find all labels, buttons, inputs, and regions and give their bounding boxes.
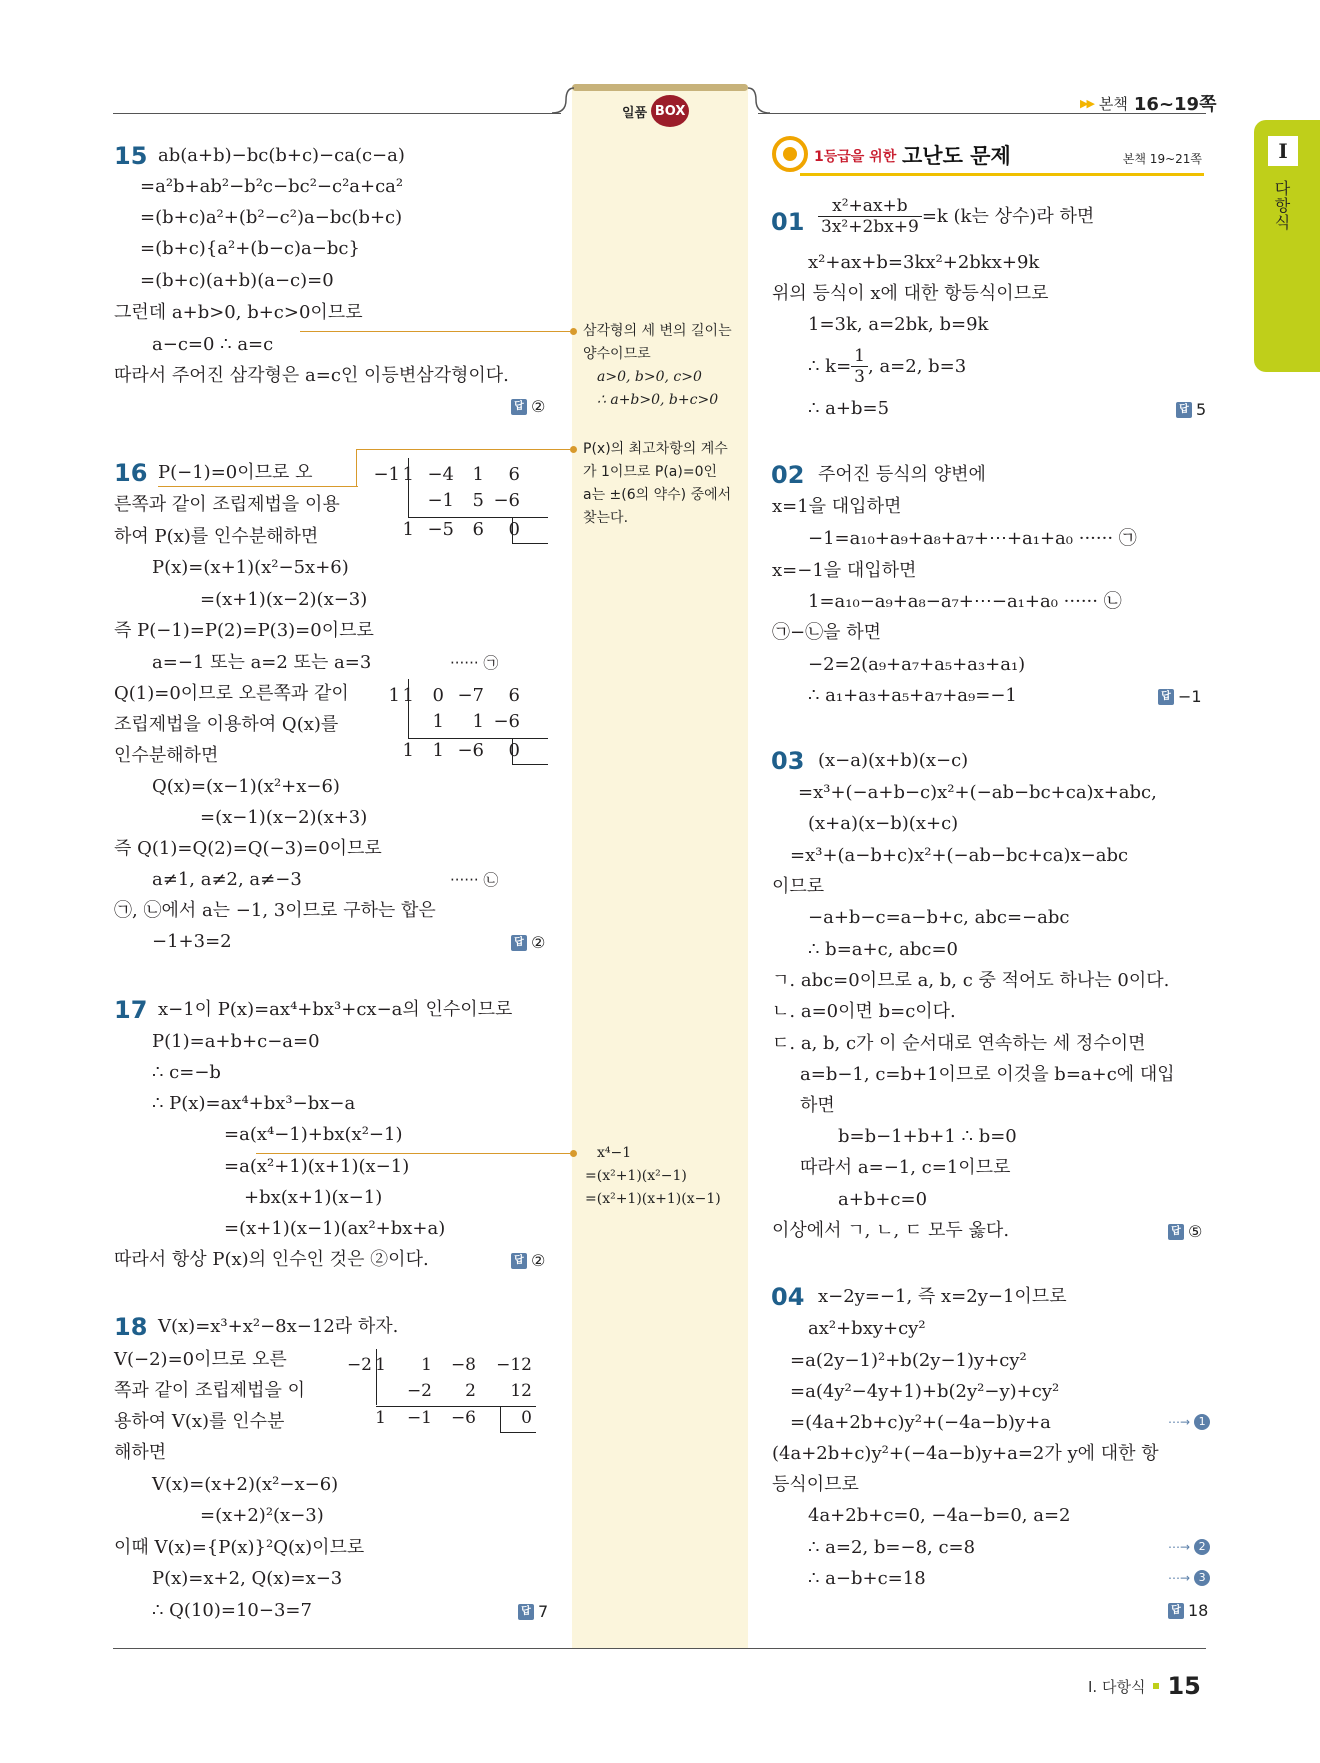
- sdiv-cell: 1: [472, 711, 484, 732]
- answer-icon: 답: [511, 935, 527, 951]
- p17-line: =a(x²+1)(x+1)(x−1): [224, 1156, 410, 1177]
- sdiv-cell: 2: [465, 1381, 476, 1401]
- p01-line: x²+ax+b=3kx²+2bkx+9k: [808, 252, 1040, 273]
- p03-line: ㄷ. a, b, c가 이 순서대로 연속하는 세 정수이면: [772, 1033, 1146, 1054]
- sdiv-rule: [408, 738, 548, 739]
- step-number: 2: [1194, 1539, 1210, 1555]
- box-column-top-bar: [572, 84, 748, 91]
- p03-line: =x³+(−a+b−c)x²+(−ab−bc+ca)x+abc,: [798, 782, 1157, 803]
- p02-line: 1=a₁₀−a₉+a₈−a₇+⋯−a₁+a₀ ······ ㉡: [808, 591, 1122, 612]
- note-line: 양수이므로: [583, 346, 651, 362]
- p03-line: ∴ b=a+c, abc=0: [808, 939, 958, 960]
- sdiv-cell: −8: [450, 1355, 476, 1375]
- p04-line: =a(4y²−4y+1)+b(2y²−y)+cy²: [790, 1381, 1060, 1402]
- sdiv-cell: 1: [402, 519, 414, 540]
- p15-answer: [511, 397, 545, 416]
- p16-line: 하여 P(x)를 인수분해하면: [114, 526, 319, 547]
- sdiv-cell: −6: [493, 490, 520, 511]
- p16-line: 즉 P(−1)=P(2)=P(3)=0이므로: [114, 620, 374, 641]
- p16-line: Q(x)=(x−1)(x²+x−6): [152, 776, 340, 797]
- sdiv-cell: −6: [457, 740, 484, 761]
- p15-line: a−c=0 ∴ a=c: [152, 334, 274, 355]
- sdiv-cell: 5: [472, 490, 484, 511]
- box-label-badge: BOX: [651, 95, 689, 127]
- p15-line: =(b+c)(a+b)(a−c)=0: [140, 270, 334, 291]
- p04-answer: [1168, 1601, 1208, 1620]
- sdiv-cell: 12: [510, 1381, 532, 1401]
- p01-fraction-rest: =k (k는 상수)라 하면: [921, 205, 1095, 227]
- box-column-label: [622, 95, 689, 127]
- note-line: a>0, b>0, c>0: [597, 369, 702, 385]
- top-rule-left-curve: [552, 86, 574, 114]
- p04-line: =(4a+2b+c)y²+(−4a−b)y+a: [790, 1412, 1051, 1433]
- p17-line: ∴ c=−b: [152, 1062, 221, 1083]
- step-number: 3: [1194, 1570, 1210, 1586]
- p03-line: (x+a)(x−b)(x+c): [808, 813, 959, 834]
- p18-line: V(−2)=0이므로 오른: [114, 1349, 287, 1370]
- sdiv-box: [512, 517, 513, 543]
- p01-k-line: [808, 346, 966, 387]
- p16-answer-value: ②: [531, 933, 546, 952]
- step-arrow-icon: ⋯→: [1168, 1571, 1191, 1585]
- sdiv-cell: 6: [472, 519, 484, 540]
- p18-line: 해하면: [114, 1442, 167, 1463]
- sdiv-cell: −6: [493, 711, 520, 732]
- note-line: 삼각형의 세 변의 길이는: [583, 323, 732, 339]
- problem-number-18: 18: [114, 1313, 148, 1341]
- p02-line: ㉠−㉡을 하면: [772, 622, 881, 643]
- sdiv-cell: 6: [508, 685, 520, 706]
- step-arrow-icon: ⋯→: [1168, 1415, 1191, 1429]
- p17-line: +bx(x+1)(x−1): [244, 1187, 383, 1208]
- p01-line: 위의 등식이 x에 대한 항등식이므로: [772, 283, 1049, 304]
- p01-line: ∴ a+b=5: [808, 398, 890, 419]
- p04-line: =a(2y−1)²+b(2y−1)y+cy²: [790, 1350, 1027, 1371]
- p16-mark-2: ······ ㉡: [450, 871, 499, 889]
- step-marker-1: [1168, 1414, 1210, 1430]
- sdiv-cell: −7: [457, 685, 484, 706]
- p01-k-rest: , a=2, b=3: [868, 355, 967, 377]
- p17-line: P(1)=a+b+c−a=0: [152, 1031, 320, 1052]
- note-line: 찾는다.: [583, 510, 629, 526]
- medal-icon: [772, 136, 808, 172]
- answer-icon: 답: [1176, 402, 1192, 418]
- p04-line: x−2y=−1, 즉 x=2y−1이므로: [818, 1286, 1067, 1307]
- p03-line: a=b−1, c=b+1이므로 이것을 b=a+c에 대입: [800, 1064, 1175, 1085]
- top-rule-left: [113, 113, 561, 114]
- p16-answer: [511, 933, 545, 952]
- sdiv-root: −1: [373, 464, 400, 485]
- sdiv-cell: 0: [521, 1408, 532, 1428]
- p17-answer: [511, 1251, 545, 1270]
- box-note-factor: [585, 1142, 721, 1211]
- sdiv-box: [500, 1406, 501, 1432]
- answer-icon: 답: [511, 399, 527, 415]
- note-bullet-icon: [570, 328, 577, 335]
- step-marker-3: [1168, 1570, 1210, 1586]
- p17-line: ∴ P(x)=ax⁴+bx³−bx−a: [152, 1093, 356, 1114]
- hard-problems-underline: [800, 173, 1204, 176]
- p02-line: 주어진 등식의 양변에: [818, 464, 986, 485]
- answer-icon: 답: [1168, 1224, 1184, 1240]
- sdiv-cell: 1: [432, 740, 444, 761]
- p01-k-denominator: 3: [854, 367, 865, 387]
- note-line: 가 1이므로 P(a)=0인: [583, 464, 718, 480]
- sdiv-root: 1: [388, 685, 400, 706]
- leader-line: [356, 449, 570, 450]
- problem-number-02: 02: [771, 461, 805, 489]
- p16-line: 인수분해하면: [114, 745, 219, 766]
- hard-problems-title: 고난도 문제: [902, 144, 1011, 168]
- sdiv-rule: [376, 1406, 536, 1407]
- step-arrow-icon: ⋯→: [1168, 1540, 1191, 1554]
- p03-line: =x³+(a−b+c)x²+(−ab−bc+ca)x−abc: [790, 845, 1129, 866]
- p16-line: 른쪽과 같이 조립제법을 이용: [114, 494, 340, 515]
- p16-line: =(x+1)(x−2)(x−3): [200, 589, 368, 610]
- page-reference-prefix: 본책: [1098, 94, 1128, 113]
- p18-line: 용하여 V(x)를 인수분: [114, 1411, 285, 1432]
- p02-answer: [1158, 687, 1202, 706]
- p17-line: =(x+1)(x−1)(ax²+bx+a): [224, 1218, 446, 1239]
- p16-line: Q(1)=0이므로 오른쪽과 같이: [114, 683, 349, 704]
- p02-line: −2=2(a₉+a₇+a₅+a₃+a₁): [808, 654, 1026, 675]
- p03-line: ㄴ. a=0이면 b=c이다.: [772, 1001, 956, 1022]
- problem-number-15: 15: [114, 142, 148, 170]
- p15-line: =(b+c)a²+(b²−c²)a−bc(b+c): [140, 207, 403, 228]
- p16-line: =(x−1)(x−2)(x+3): [200, 807, 368, 828]
- note-line: x⁴−1: [597, 1145, 632, 1161]
- answer-icon: 답: [518, 1604, 534, 1620]
- p18-line: P(x)=x+2, Q(x)=x−3: [152, 1568, 343, 1589]
- answer-icon: 답: [1168, 1603, 1184, 1619]
- synthetic-division-p18: [340, 1355, 550, 1435]
- synthetic-division-p16-2: [368, 685, 548, 765]
- answer-icon: 답: [511, 1253, 527, 1269]
- p04-line: (4a+2b+c)y²+(−4a−b)y+a=2가 y에 대한 항: [772, 1443, 1159, 1464]
- sdiv-cell: −12: [496, 1355, 532, 1375]
- double-arrow-icon: ▶▶: [1080, 96, 1093, 110]
- sdiv-rule: [408, 517, 548, 518]
- p18-answer-value: 7: [538, 1602, 549, 1621]
- p16-line: 조립제법을 이용하여 Q(x)를: [114, 714, 339, 735]
- p02-line: ∴ a₁+a₃+a₅+a₇+a₉=−1: [808, 685, 1017, 706]
- problem-number-03: 03: [771, 747, 805, 775]
- p18-answer: [518, 1602, 548, 1621]
- sdiv-box: [512, 543, 548, 544]
- sdiv-cell: −6: [450, 1408, 476, 1428]
- problem-number-17: 17: [114, 996, 148, 1024]
- p03-line: 이므로: [772, 876, 825, 897]
- note-line: a는 ±(6의 약수) 중에서: [583, 487, 732, 503]
- p03-line: 이상에서 ㄱ, ㄴ, ㄷ 모두 옳다.: [772, 1220, 1010, 1241]
- sdiv-cell: 6: [508, 464, 520, 485]
- p15-line: =(b+c){a²+(b−c)a−bc}: [140, 238, 360, 259]
- step-number: 1: [1194, 1414, 1210, 1430]
- p04-line: ∴ a−b+c=18: [808, 1568, 926, 1589]
- box-label-text: 일품: [622, 105, 648, 121]
- p04-line: 4a+2b+c=0, −4a−b=0, a=2: [808, 1505, 1071, 1526]
- p18-line: V(x)=x³+x²−8x−12라 하자.: [158, 1316, 399, 1337]
- sdiv-cell: −2: [406, 1381, 432, 1401]
- sdiv-cell: 1: [472, 464, 484, 485]
- p18-line: =(x+2)²(x−3): [200, 1505, 324, 1526]
- note-line: =(x²+1)(x²−1): [585, 1168, 687, 1184]
- p18-line: 이때 V(x)={P(x)}²Q(x)이므로: [114, 1537, 365, 1558]
- p03-line: 따라서 a=−1, c=1이므로: [800, 1157, 1011, 1178]
- p01-k-numerator: 1: [851, 346, 868, 367]
- p17-answer-value: ②: [531, 1251, 546, 1270]
- leader-line: [256, 1153, 570, 1154]
- p18-line: ∴ Q(10)=10−3=7: [152, 1600, 312, 1621]
- sdiv-cell: 1: [402, 464, 414, 485]
- problem-number-04: 04: [771, 1283, 805, 1311]
- answer-icon: 답: [1158, 689, 1174, 705]
- p01-answer: [1176, 400, 1206, 419]
- chapter-tab-label: 다항식: [1272, 180, 1291, 231]
- p16-line: a≠1, a≠2, a≠−3: [152, 869, 302, 890]
- sdiv-cell: 1: [402, 685, 414, 706]
- note-bullet-icon: [570, 446, 577, 453]
- p03-line: −a+b−c=a−b+c, abc=−abc: [808, 907, 1070, 928]
- footer-section: I. 다항식: [1088, 1677, 1146, 1696]
- chapter-roman-numeral: I: [1268, 136, 1298, 166]
- p01-k-prefix: ∴ k=: [808, 355, 852, 377]
- sdiv-cell: 1: [421, 1355, 432, 1375]
- problem-number-16: 16: [114, 459, 148, 487]
- p01-k-fraction: [851, 346, 868, 387]
- footer-separator-icon: [1153, 1683, 1159, 1689]
- p01-fraction-line: [818, 196, 1094, 237]
- sdiv-cell: 0: [508, 740, 520, 761]
- p17-line: 따라서 항상 P(x)의 인수인 것은 ②이다.: [114, 1249, 429, 1270]
- leader-line: [300, 331, 570, 332]
- p01-answer-value: 5: [1196, 400, 1207, 419]
- sdiv-cell: 1: [375, 1355, 386, 1375]
- bottom-rule: [113, 1648, 1206, 1649]
- p17-line: =a(x⁴−1)+bx(x²−1): [224, 1124, 403, 1145]
- p03-line: a+b+c=0: [838, 1189, 928, 1210]
- p04-line: ∴ a=2, b=−8, c=8: [808, 1537, 976, 1558]
- leader-line: [356, 449, 357, 487]
- p04-line: 등식이므로: [772, 1474, 859, 1495]
- top-rule-right-curve: [748, 86, 770, 114]
- sdiv-cell: 1: [432, 711, 444, 732]
- sdiv-box: [500, 1432, 536, 1433]
- p15-line: =a²b+ab²−b²c−bc²−c²a+ca²: [140, 176, 404, 197]
- step-marker-2: [1168, 1539, 1210, 1555]
- sdiv-cell: 1: [375, 1408, 386, 1428]
- p15-line: 따라서 주어진 삼각형은 a=c인 이등변삼각형이다.: [114, 365, 509, 386]
- p01-fraction-denominator: 3x²+2bx+9: [821, 217, 919, 237]
- p03-line: ㄱ. abc=0이므로 a, b, c 중 적어도 하나는 0이다.: [772, 970, 1170, 991]
- note-line: =(x²+1)(x+1)(x−1): [585, 1191, 721, 1207]
- sdiv-box: [512, 738, 513, 764]
- p02-line: x=1을 대입하면: [772, 496, 902, 517]
- p01-fraction: [818, 196, 922, 237]
- p03-line: (x−a)(x+b)(x−c): [818, 750, 969, 771]
- p15-line: 그런데 a+b>0, b+c>0이므로: [114, 302, 363, 323]
- sdiv-cell: −5: [427, 519, 454, 540]
- p16-line: P(−1)=0이므로 오: [158, 462, 313, 483]
- chapter-side-tab[interactable]: [1254, 120, 1320, 372]
- hard-problems-subtitle: 1등급을 위한: [814, 149, 897, 165]
- p03-answer-value: ⑤: [1188, 1222, 1203, 1241]
- hard-problems-page-ref: 본책 19~21쪽: [1122, 152, 1202, 166]
- problem-number-01: 01: [771, 208, 805, 236]
- synthetic-division-p16-1: [368, 464, 548, 544]
- p02-line: x=−1을 대입하면: [772, 560, 917, 581]
- p16-line: 즉 Q(1)=Q(2)=Q(−3)=0이므로: [114, 838, 382, 859]
- p15-answer-value: ②: [531, 397, 546, 416]
- p01-fraction-numerator: x²+ax+b: [818, 196, 922, 217]
- p18-line: V(x)=(x+2)(x²−x−6): [152, 1474, 339, 1495]
- p18-line: 쪽과 같이 조립제법을 이: [114, 1380, 306, 1401]
- p04-answer-value: 18: [1188, 1601, 1209, 1620]
- page-footer: [1088, 1672, 1201, 1700]
- sdiv-cell: 1: [402, 740, 414, 761]
- p01-line: 1=3k, a=2bk, b=9k: [808, 314, 989, 335]
- box-note-leading-coefficient: [583, 438, 731, 530]
- p16-line: a=−1 또는 a=2 또는 a=3: [152, 652, 372, 673]
- note-line: ∴ a+b>0, b+c>0: [597, 392, 719, 408]
- p16-line: P(x)=(x+1)(x²−5x+6): [152, 557, 349, 578]
- page-reference: [1080, 90, 1216, 116]
- sdiv-cell: −1: [406, 1408, 432, 1428]
- sdiv-cell: −1: [427, 490, 454, 511]
- p16-line: ㉠, ㉡에서 a는 −1, 3이므로 구하는 합은: [114, 900, 436, 921]
- p02-line: −1=a₁₀+a₉+a₈+a₇+⋯+a₁+a₀ ······ ㉠: [808, 528, 1137, 549]
- note-bullet-icon: [570, 1150, 577, 1157]
- box-note-triangle: [583, 320, 732, 412]
- p16-line: −1+3=2: [152, 931, 232, 952]
- sdiv-cell: 0: [432, 685, 444, 706]
- sdiv-cell: 0: [508, 519, 520, 540]
- p02-answer-value: −1: [1178, 687, 1202, 706]
- p03-answer: [1168, 1222, 1202, 1241]
- note-line: P(x)의 최고차항의 계수: [583, 441, 728, 457]
- p15-line: ab(a+b)−bc(b+c)−ca(c−a): [158, 145, 405, 166]
- sdiv-box: [512, 764, 548, 765]
- page-number: 15: [1167, 1672, 1201, 1700]
- sdiv-cell: −4: [427, 464, 454, 485]
- page-reference-range: 16~19쪽: [1133, 94, 1217, 115]
- leader-line: [158, 486, 358, 487]
- hard-problems-header: [772, 134, 1204, 176]
- p03-line: b=b−1+b+1 ∴ b=0: [838, 1126, 1017, 1147]
- p17-line: x−1이 P(x)=ax⁴+bx³+cx−a의 인수이므로: [158, 999, 513, 1020]
- p03-line: 하면: [800, 1095, 835, 1116]
- p16-mark-1: ······ ㉠: [450, 654, 499, 672]
- sdiv-root: −2: [346, 1355, 372, 1375]
- p04-line: ax²+bxy+cy²: [808, 1318, 926, 1339]
